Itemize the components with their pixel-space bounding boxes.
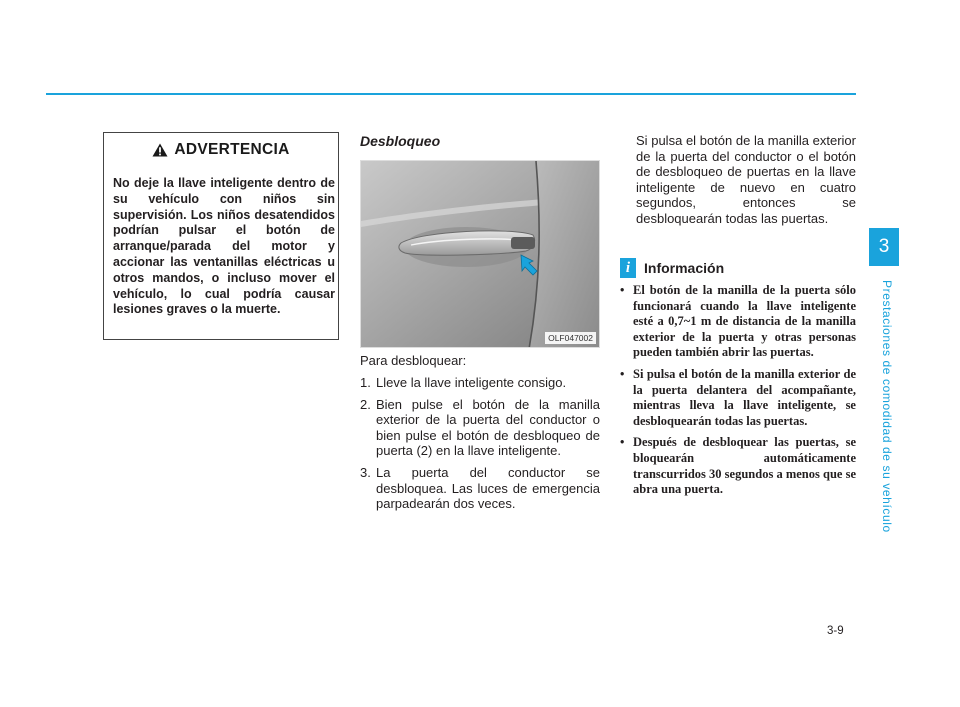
figure-label: OLF047002 — [545, 332, 596, 344]
steps-list — [360, 375, 600, 518]
right-paragraph: Si pulsa el botón de la manilla exterior de la puerta del conductor o el botón de desbloqueo de puertas en la llave inteligente de nuevo en cuatro segundos, entonces se desbloquearán todas las puertas. — [636, 133, 856, 226]
step-text: La puerta del conductor se desbloquea. Las luces de emergencia parpadearán dos veces. — [376, 464, 600, 512]
list-item — [360, 375, 600, 391]
step-text: Lleve la llave inteligente consigo. — [376, 375, 567, 390]
info-title: Información — [644, 260, 725, 276]
door-handle-figure — [360, 160, 600, 348]
list-item — [620, 367, 856, 429]
info-list — [620, 283, 856, 504]
step-number: 3. — [360, 464, 371, 480]
list-item — [620, 435, 856, 497]
warning-box — [103, 132, 339, 340]
info-header — [620, 258, 724, 278]
warning-header — [104, 133, 338, 167]
list-item — [360, 397, 600, 459]
step-number: 2. — [360, 396, 371, 412]
warning-text: No deje la llave inteligente dentro de su vehículo con niños sin supervisión. Los niños desatendidos podrían pulsar el botón de arranque/parada del motor y accionar las ventanillas eléctricas u otros mandos, o incluso mover el vehículo, lo cual podría causar lesiones graves o la muerte. — [113, 176, 335, 317]
page-number: 3-9 — [827, 625, 844, 637]
chapter-title: Prestaciones de comodidad de su vehículo — [880, 280, 894, 533]
step-text: Bien pulse el botón de la manilla exterior de la puerta del conductor o bien pulse el botón de desbloqueo de puerta (2) en la llave inteligente. — [376, 396, 600, 459]
door-handle-illustration — [361, 161, 600, 348]
header-rule — [46, 93, 856, 95]
info-bullet-text: El botón de la manilla de la puerta sólo funcionará cuando la llave inteligente esté a 0,7~1 m de distancia de la manilla exterior de la puerta y otras personas pueden también abrir las puertas. — [633, 283, 856, 360]
list-item — [620, 283, 856, 361]
bullet-icon: • — [620, 366, 625, 381]
step-number: 1. — [360, 375, 371, 390]
list-item — [360, 465, 600, 512]
info-bullet-text: Si pulsa el botón de la manilla exterior de la puerta delantera del acompañante, mientras lleva la llave inteligente, se desbloquearán todas las puertas. — [633, 366, 856, 428]
info-bullet-text: Después de desbloquear las puertas, se bloquearán automáticamente transcurridos 30 segundos a menos que se abra una puerta. — [633, 435, 856, 497]
intro-text: Para desbloquear: — [360, 353, 467, 368]
bullet-icon: • — [620, 283, 625, 297]
bullet-icon: • — [620, 435, 625, 450]
warning-title: ADVERTENCIA — [174, 141, 290, 158]
warning-triangle-icon — [152, 143, 168, 157]
section-title: Desbloqueo — [360, 133, 441, 149]
info-icon: i — [620, 258, 636, 278]
chapter-number-tab: 3 — [869, 228, 899, 266]
